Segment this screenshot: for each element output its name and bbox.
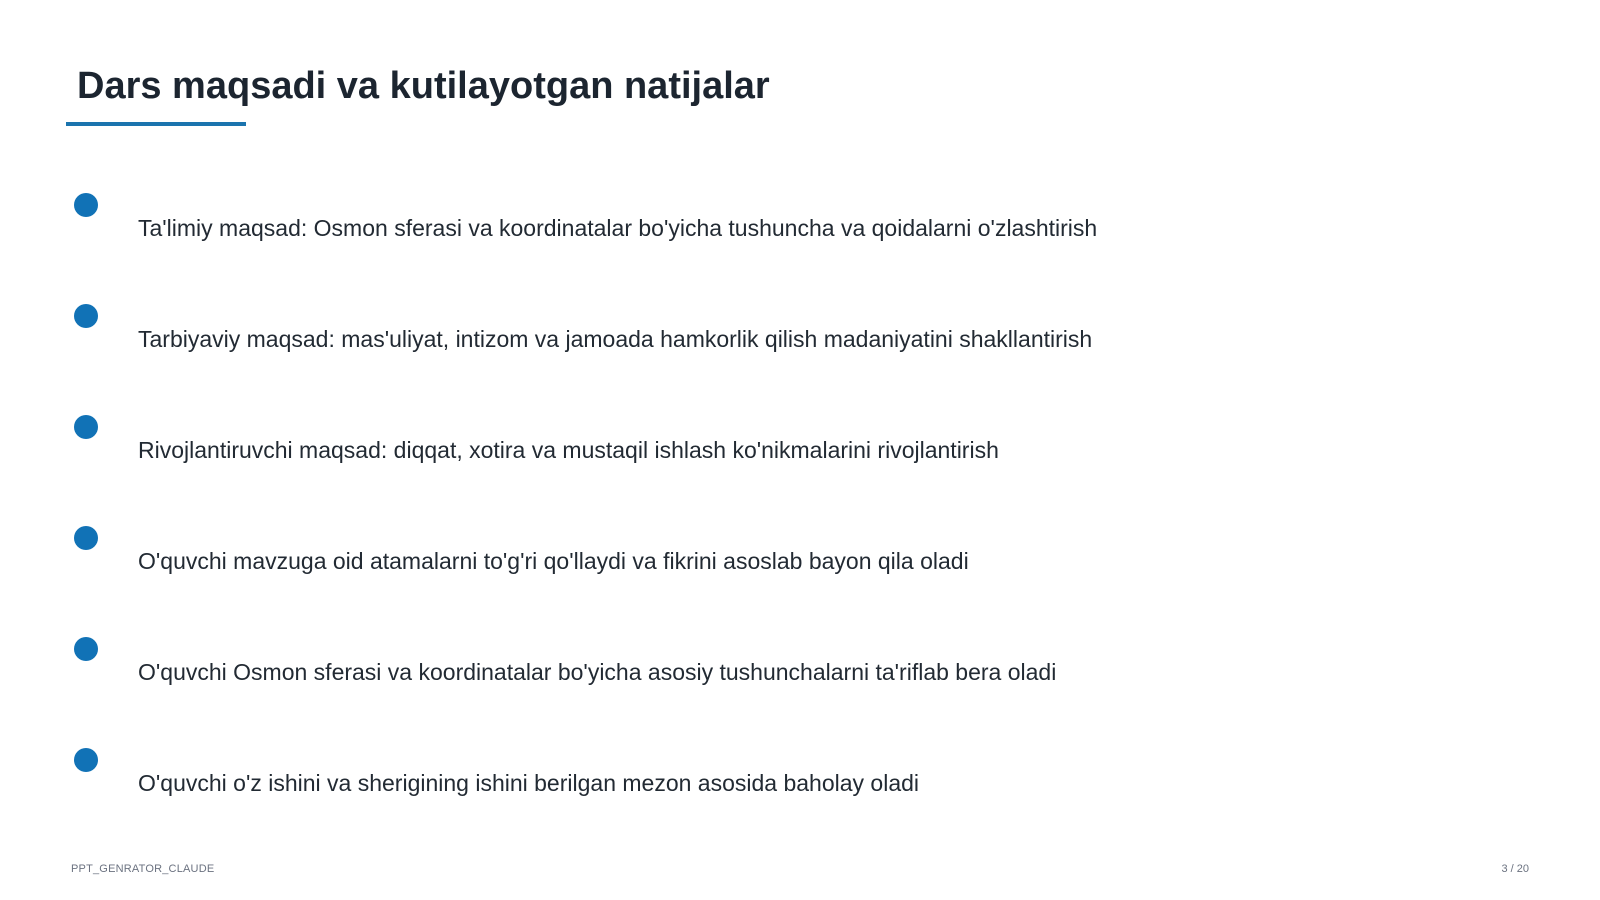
bullet-dot-icon: [74, 748, 98, 772]
bullet-dot-icon: [74, 415, 98, 439]
page-number: 3 / 20: [1501, 863, 1529, 875]
bullet-text: O'quvchi Osmon sferasi va koordinatalar bo'yicha asosiy tushunchalarni ta'riflab bera oladi: [138, 659, 1057, 685]
bullet-text: Ta'limiy maqsad: Osmon sferasi va koordinatalar bo'yicha tushuncha va qoidalarni o'zlashtirish: [138, 215, 1098, 241]
bullet-dot-icon: [74, 637, 98, 661]
bullet-dot-icon: [74, 193, 98, 217]
bullet-text: Rivojlantiruvchi maqsad: diqqat, xotira va mustaqil ishlash ko'nikmalarini rivojlantirish: [138, 437, 999, 463]
bullet-dot-icon: [74, 304, 98, 328]
bullet-item: [0, 415, 1300, 475]
bullet-text: Tarbiyaviy maqsad: mas'uliyat, intizom va jamoada hamkorlik qilish madaniyatini shakllantirish: [138, 326, 1093, 352]
bullet-item: [0, 304, 1300, 364]
bullet-text: O'quvchi mavzuga oid atamalarni to'g'ri qo'llaydi va fikrini asoslab bayon qila oladi: [138, 548, 969, 574]
bullet-item: [0, 526, 1300, 586]
footer-label: PPT_GENRATOR_CLAUDE: [71, 863, 215, 875]
bullet-dot-icon: [74, 526, 98, 550]
title-underline: [66, 122, 246, 126]
slide-title: Dars maqsadi va kutilayotgan natijalar: [77, 65, 770, 107]
bullet-item: [0, 193, 1300, 253]
bullet-item: [0, 637, 1300, 697]
bullet-text: O'quvchi o'z ishini va sherigining ishini berilgan mezon asosida baholay oladi: [138, 770, 920, 796]
bullet-item: [0, 748, 1300, 808]
